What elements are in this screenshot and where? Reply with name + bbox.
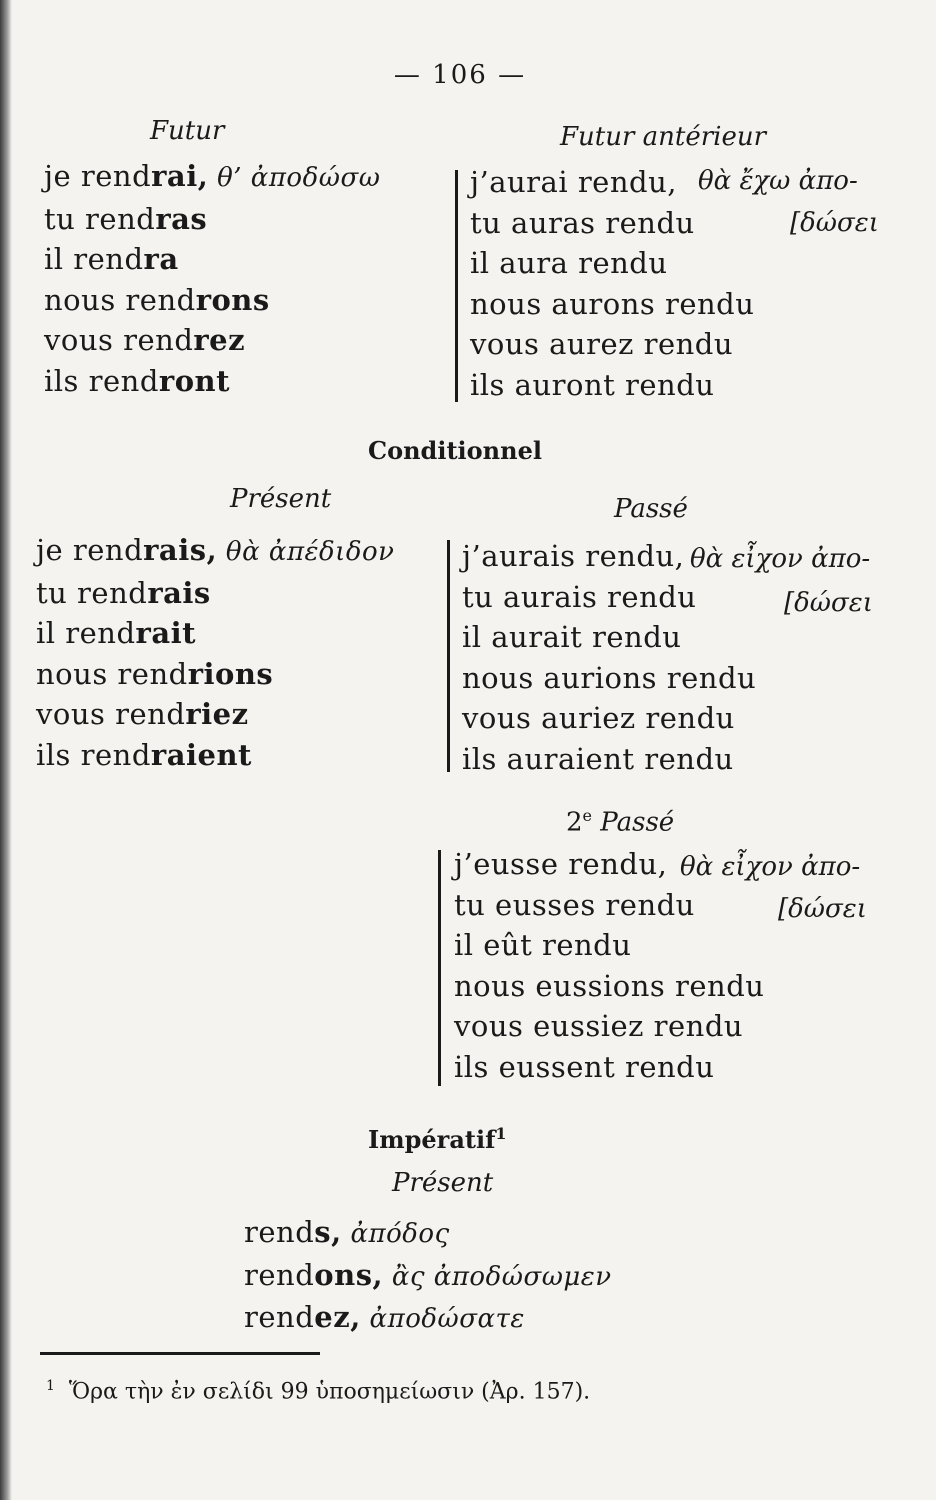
futur-row	[44, 239, 380, 280]
imperatif-greek: ἀποδώσατε	[360, 1304, 525, 1334]
futur-stem: je rend	[44, 159, 152, 193]
imperatif-ending: ons,	[314, 1257, 384, 1292]
futur-punct: ,	[197, 159, 209, 193]
conditionnel-present-conjugation	[36, 530, 394, 775]
futur-ending: ra	[143, 242, 179, 276]
footnote	[46, 1378, 590, 1404]
conditionnel-passe2-row: il eût rendu	[454, 928, 632, 962]
imperatif-stem: rend	[244, 1257, 315, 1292]
passe2-sup: e	[582, 806, 593, 825]
conditionnel-present-ending: rions	[187, 656, 274, 691]
futur-row	[44, 199, 380, 240]
futur-stem: ils rend	[44, 363, 159, 398]
conditionnel-passe-row: j’aurais rendu,	[462, 539, 685, 573]
conditionnel-present-ending: riez	[185, 697, 249, 731]
futur-row	[44, 156, 380, 199]
conditionnel-present-ending: rait	[135, 616, 197, 650]
futur-stem: tu rend	[44, 201, 156, 236]
futur-ending: rons	[195, 282, 270, 317]
passe2-number: 2	[566, 807, 583, 838]
page-binding-shadow	[0, 0, 12, 1500]
futur-row	[44, 320, 380, 361]
conditionnel-passe-row: ils auraient rendu	[462, 741, 734, 776]
conditionnel-present-ending: rais	[147, 575, 211, 610]
futur-anterieur-row: ils auront rendu	[470, 367, 715, 402]
conditionnel-passe-row: nous aurions rendu	[462, 660, 757, 695]
imperatif-row	[244, 1255, 612, 1298]
futur-row	[44, 280, 380, 321]
futur-row	[44, 361, 380, 402]
footnote-text: Ὅρα τὴν ἐν σελίδι 99 ὑποσημείωσιν (Ἀρ. 157).	[68, 1379, 591, 1405]
conditionnel-passe2-greek-2: [δώσει	[778, 894, 867, 924]
futur-anterieur-row: vous aurez rendu	[470, 327, 734, 361]
futur-ending: rai	[151, 159, 198, 193]
imperatif-row	[244, 1212, 612, 1255]
imperatif-present-heading: Présent	[392, 1168, 494, 1198]
futur-anterieur-row: il aura rendu	[470, 246, 668, 280]
conditionnel-passe-greek-2: [δώσει	[784, 588, 873, 618]
conditionnel-present-row	[36, 654, 394, 695]
imperatif-ending: ez,	[314, 1300, 361, 1334]
futur-stem: vous rend	[44, 323, 194, 357]
conditionnel-present-stem: il rend	[36, 616, 136, 650]
conditionnel-passe-greek-1: θὰ εἶχον ἀπο-	[690, 544, 871, 574]
imperatif-heading	[368, 1124, 507, 1154]
imperatif-row	[244, 1297, 612, 1340]
imperatif-greek: ἂς ἀποδώσωμεν	[383, 1261, 612, 1292]
conditionnel-passe-heading: Passé	[614, 494, 688, 524]
conditionnel-passe2-row: nous eussions rendu	[454, 968, 765, 1003]
imperatif-conjugation	[244, 1212, 612, 1340]
conditionnel-passe-row: vous auriez rendu	[462, 701, 735, 735]
futur-anterieur-greek-2: [δώσει	[790, 208, 879, 238]
futur-ending: rez	[193, 323, 246, 357]
imperatif-label: Impératif	[368, 1125, 496, 1154]
conditionnel-passe2-rule	[438, 850, 441, 1086]
conditionnel-present-stem: tu rend	[36, 575, 148, 610]
conditionnel-passe2-greek-1: θὰ εἶχον ἀπο-	[680, 852, 861, 882]
conditionnel-present-row	[36, 735, 394, 776]
futur-anterieur-conjugation	[470, 162, 754, 405]
conditionnel-present-row	[36, 530, 394, 573]
conditionnel-passe2-heading	[566, 806, 674, 838]
futur-anterieur-row: nous aurons rendu	[470, 286, 755, 321]
futur-greek: θ’ ἀποδώσω	[208, 163, 381, 193]
conditionnel-present-row	[36, 573, 394, 614]
conditionnel-present-stem: ils rend	[36, 737, 151, 772]
conditionnel-passe2-row: tu eusses rendu	[454, 887, 695, 922]
futur-anterieur-greek-1: θὰ ἔχω ἀπο-	[698, 166, 858, 196]
conditionnel-present-stem: je rend	[36, 533, 144, 567]
futur-stem: il rend	[44, 242, 144, 276]
conditionnel-present-greek: θὰ ἀπέδιδον	[217, 537, 395, 567]
futur-anterieur-row: tu auras rendu	[470, 205, 695, 240]
futur-conjugation	[44, 156, 380, 401]
conditionnel-passe2-row: j’eusse rendu,	[454, 847, 668, 881]
imperatif-stem: rend	[244, 1215, 315, 1249]
conditionnel-heading: Conditionnel	[368, 436, 542, 465]
conditionnel-present-ending: raient	[150, 737, 252, 772]
futur-anterieur-rule	[455, 170, 458, 402]
passe2-label: Passé	[600, 807, 675, 838]
footnote-rule	[40, 1352, 320, 1355]
conditionnel-present-stem: vous rend	[36, 697, 186, 731]
futur-anterieur-row: j’aurai rendu,	[470, 165, 677, 199]
conditionnel-present-stem: nous rend	[36, 656, 188, 691]
imperatif-stem: rend	[244, 1300, 315, 1334]
footnote-marker: 1	[46, 1378, 55, 1394]
imperatif-footnote-ref: 1	[495, 1124, 507, 1143]
page-number: — 106 —	[393, 60, 527, 90]
conditionnel-passe2-row: ils eussent rendu	[454, 1049, 715, 1084]
conditionnel-passe-row: il aurait rendu	[462, 620, 682, 654]
conditionnel-passe-row: tu aurais rendu	[462, 579, 697, 614]
futur-ending: ras	[155, 201, 208, 236]
imperatif-ending: s,	[314, 1215, 342, 1249]
conditionnel-passe2-row: vous eussiez rendu	[454, 1009, 744, 1043]
imperatif-greek: ἀπόδος	[341, 1219, 450, 1249]
futur-ending: ront	[158, 363, 231, 398]
conditionnel-present-heading: Présent	[230, 484, 332, 514]
conditionnel-passe-rule	[447, 540, 450, 772]
futur-stem: nous rend	[44, 282, 196, 317]
conditionnel-present-ending: rais	[143, 533, 207, 567]
futur-heading: Futur	[150, 116, 225, 146]
futur-anterieur-heading: Futur antérieur	[560, 122, 767, 152]
conditionnel-present-punct: ,	[206, 533, 218, 567]
conditionnel-present-row	[36, 613, 394, 654]
conditionnel-present-row	[36, 694, 394, 735]
